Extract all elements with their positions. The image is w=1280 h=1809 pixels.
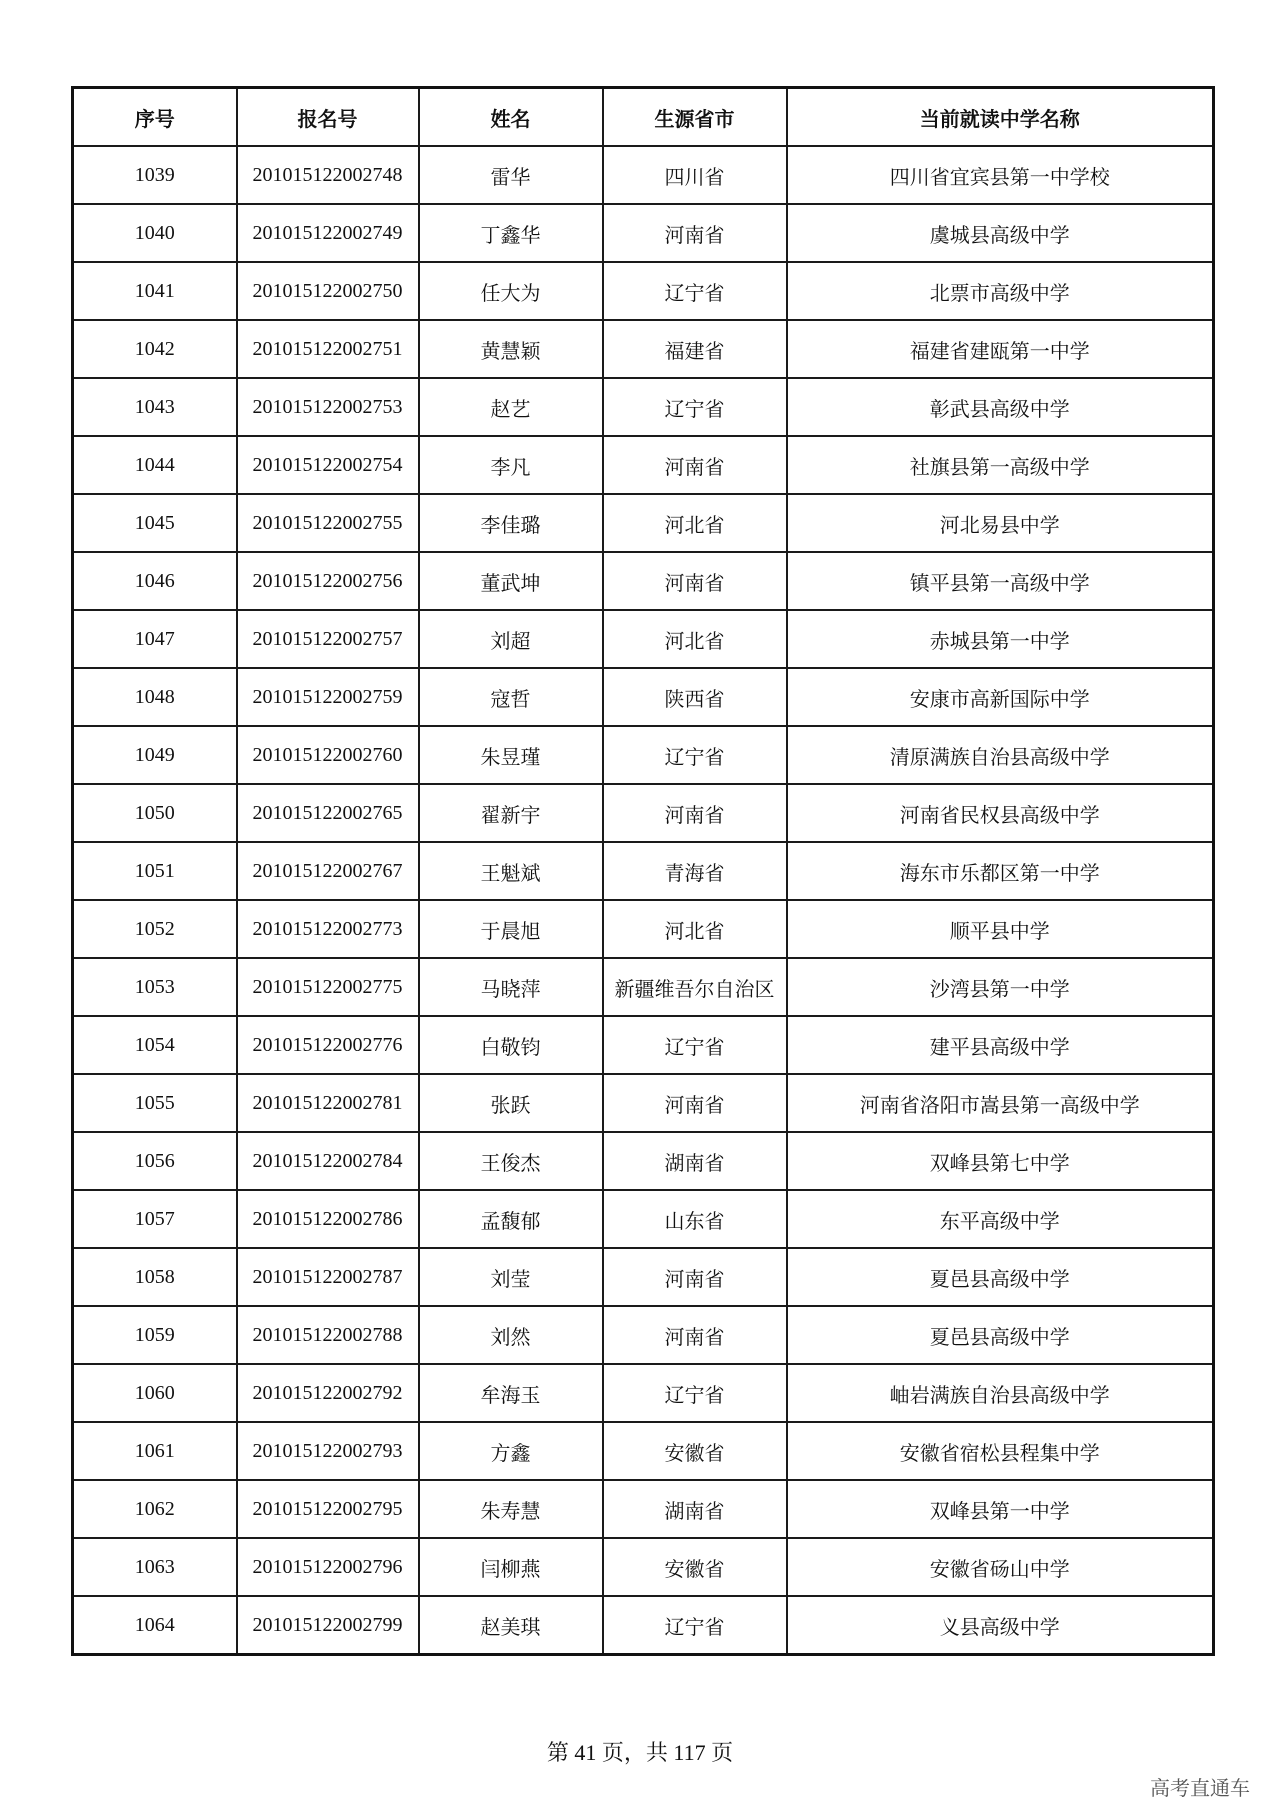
table-row (73, 784, 1214, 842)
cell-school: 海东市乐都区第一中学 (787, 842, 1214, 900)
table-row (73, 900, 1214, 958)
cell-name: 孟馥郁 (419, 1190, 603, 1248)
cell-province: 湖南省 (603, 1132, 787, 1190)
cell-school: 沙湾县第一中学 (787, 958, 1214, 1016)
cell-registration-number: 201015122002767 (237, 842, 419, 900)
cell-school: 岫岩满族自治县高级中学 (787, 1364, 1214, 1422)
cell-school: 河南省洛阳市嵩县第一高级中学 (787, 1074, 1214, 1132)
cell-index: 1061 (73, 1422, 237, 1480)
cell-province: 辽宁省 (603, 726, 787, 784)
cell-name: 丁鑫华 (419, 204, 603, 262)
cell-index: 1043 (73, 378, 237, 436)
cell-registration-number: 201015122002760 (237, 726, 419, 784)
cell-school: 安徽省砀山中学 (787, 1538, 1214, 1596)
cell-province: 河北省 (603, 900, 787, 958)
cell-registration-number: 201015122002784 (237, 1132, 419, 1190)
cell-name: 李凡 (419, 436, 603, 494)
cell-province: 辽宁省 (603, 1016, 787, 1074)
cell-province: 河南省 (603, 436, 787, 494)
table-row (73, 552, 1214, 610)
cell-school: 社旗县第一高级中学 (787, 436, 1214, 494)
cell-school: 双峰县第一中学 (787, 1480, 1214, 1538)
cell-name: 于晨旭 (419, 900, 603, 958)
cell-registration-number: 201015122002773 (237, 900, 419, 958)
table-row (73, 1016, 1214, 1074)
table-body (73, 146, 1214, 1655)
cell-school: 福建省建瓯第一中学 (787, 320, 1214, 378)
table-row (73, 842, 1214, 900)
cell-registration-number: 201015122002792 (237, 1364, 419, 1422)
cell-name: 白敬钧 (419, 1016, 603, 1074)
cell-province: 辽宁省 (603, 1364, 787, 1422)
cell-school: 夏邑县高级中学 (787, 1306, 1214, 1364)
table-row (73, 378, 1214, 436)
table-row (73, 436, 1214, 494)
cell-index: 1064 (73, 1596, 237, 1655)
cell-registration-number: 201015122002799 (237, 1596, 419, 1655)
cell-school: 夏邑县高级中学 (787, 1248, 1214, 1306)
cell-school: 双峰县第七中学 (787, 1132, 1214, 1190)
cell-school: 河南省民权县高级中学 (787, 784, 1214, 842)
table-row (73, 1132, 1214, 1190)
cell-name: 李佳璐 (419, 494, 603, 552)
cell-index: 1062 (73, 1480, 237, 1538)
cell-province: 河南省 (603, 1306, 787, 1364)
cell-index: 1058 (73, 1248, 237, 1306)
table-row (73, 146, 1214, 204)
table-row (73, 1596, 1214, 1655)
cell-index: 1045 (73, 494, 237, 552)
cell-registration-number: 201015122002756 (237, 552, 419, 610)
cell-index: 1048 (73, 668, 237, 726)
cell-index: 1039 (73, 146, 237, 204)
cell-name: 方鑫 (419, 1422, 603, 1480)
cell-province: 青海省 (603, 842, 787, 900)
cell-index: 1050 (73, 784, 237, 842)
cell-school: 镇平县第一高级中学 (787, 552, 1214, 610)
table-row (73, 1248, 1214, 1306)
cell-index: 1041 (73, 262, 237, 320)
cell-registration-number: 201015122002795 (237, 1480, 419, 1538)
cell-registration-number: 201015122002757 (237, 610, 419, 668)
cell-registration-number: 201015122002748 (237, 146, 419, 204)
table-row (73, 1364, 1214, 1422)
table-row (73, 204, 1214, 262)
cell-school: 赤城县第一中学 (787, 610, 1214, 668)
cell-registration-number: 201015122002765 (237, 784, 419, 842)
cell-name: 张跃 (419, 1074, 603, 1132)
header-province: 生源省市 (603, 88, 787, 147)
cell-school: 顺平县中学 (787, 900, 1214, 958)
cell-name: 王魁斌 (419, 842, 603, 900)
table-row (73, 958, 1214, 1016)
cell-name: 刘然 (419, 1306, 603, 1364)
table-row (73, 610, 1214, 668)
header-registration-number: 报名号 (237, 88, 419, 147)
cell-province: 河北省 (603, 610, 787, 668)
cell-registration-number: 201015122002759 (237, 668, 419, 726)
cell-registration-number: 201015122002793 (237, 1422, 419, 1480)
cell-province: 河南省 (603, 552, 787, 610)
cell-index: 1052 (73, 900, 237, 958)
cell-name: 马晓萍 (419, 958, 603, 1016)
table-row (73, 1422, 1214, 1480)
header-school: 当前就读中学名称 (787, 88, 1214, 147)
cell-school: 清原满族自治县高级中学 (787, 726, 1214, 784)
cell-index: 1042 (73, 320, 237, 378)
cell-school: 建平县高级中学 (787, 1016, 1214, 1074)
cell-name: 黄慧颖 (419, 320, 603, 378)
cell-province: 河南省 (603, 784, 787, 842)
cell-registration-number: 201015122002751 (237, 320, 419, 378)
cell-name: 董武坤 (419, 552, 603, 610)
header-index: 序号 (73, 88, 237, 147)
table-header-row (73, 88, 1214, 147)
cell-index: 1063 (73, 1538, 237, 1596)
cell-index: 1053 (73, 958, 237, 1016)
cell-school: 彰武县高级中学 (787, 378, 1214, 436)
cell-school: 河北易县中学 (787, 494, 1214, 552)
table-row (73, 320, 1214, 378)
cell-registration-number: 201015122002786 (237, 1190, 419, 1248)
cell-index: 1060 (73, 1364, 237, 1422)
cell-school: 北票市高级中学 (787, 262, 1214, 320)
cell-name: 寇哲 (419, 668, 603, 726)
cell-name: 王俊杰 (419, 1132, 603, 1190)
table-row (73, 1306, 1214, 1364)
cell-registration-number: 201015122002775 (237, 958, 419, 1016)
cell-index: 1046 (73, 552, 237, 610)
cell-index: 1056 (73, 1132, 237, 1190)
cell-index: 1047 (73, 610, 237, 668)
cell-name: 朱昱瑾 (419, 726, 603, 784)
cell-school: 四川省宜宾县第一中学校 (787, 146, 1214, 204)
cell-registration-number: 201015122002750 (237, 262, 419, 320)
cell-province: 新疆维吾尔自治区 (603, 958, 787, 1016)
cell-school: 安康市高新国际中学 (787, 668, 1214, 726)
cell-name: 赵美琪 (419, 1596, 603, 1655)
cell-province: 河南省 (603, 1248, 787, 1306)
cell-registration-number: 201015122002749 (237, 204, 419, 262)
cell-name: 朱寿慧 (419, 1480, 603, 1538)
cell-province: 安徽省 (603, 1422, 787, 1480)
cell-index: 1049 (73, 726, 237, 784)
cell-index: 1040 (73, 204, 237, 262)
cell-index: 1044 (73, 436, 237, 494)
cell-province: 山东省 (603, 1190, 787, 1248)
cell-index: 1059 (73, 1306, 237, 1364)
cell-name: 雷华 (419, 146, 603, 204)
cell-school: 义县高级中学 (787, 1596, 1214, 1655)
cell-registration-number: 201015122002788 (237, 1306, 419, 1364)
watermark: 高考直通车 (1150, 1776, 1250, 1800)
cell-school: 安徽省宿松县程集中学 (787, 1422, 1214, 1480)
cell-province: 辽宁省 (603, 378, 787, 436)
cell-province: 湖南省 (603, 1480, 787, 1538)
table-row (73, 1190, 1214, 1248)
cell-index: 1055 (73, 1074, 237, 1132)
cell-province: 安徽省 (603, 1538, 787, 1596)
cell-province: 河南省 (603, 204, 787, 262)
cell-province: 福建省 (603, 320, 787, 378)
cell-registration-number: 201015122002754 (237, 436, 419, 494)
cell-registration-number: 201015122002776 (237, 1016, 419, 1074)
table-row (73, 1538, 1214, 1596)
cell-name: 任大为 (419, 262, 603, 320)
cell-name: 刘莹 (419, 1248, 603, 1306)
table-row (73, 1480, 1214, 1538)
table-row (73, 1074, 1214, 1132)
table-row (73, 726, 1214, 784)
cell-name: 翟新宇 (419, 784, 603, 842)
table-row (73, 262, 1214, 320)
cell-name: 牟海玉 (419, 1364, 603, 1422)
cell-province: 辽宁省 (603, 262, 787, 320)
cell-school: 东平高级中学 (787, 1190, 1214, 1248)
cell-registration-number: 201015122002796 (237, 1538, 419, 1596)
cell-province: 陕西省 (603, 668, 787, 726)
cell-index: 1054 (73, 1016, 237, 1074)
cell-registration-number: 201015122002781 (237, 1074, 419, 1132)
cell-name: 闫柳燕 (419, 1538, 603, 1596)
page-number: 第 41 页，共 117 页 (546, 1740, 734, 1765)
cell-registration-number: 201015122002755 (237, 494, 419, 552)
roster-table (71, 86, 1215, 1656)
cell-name: 赵艺 (419, 378, 603, 436)
cell-registration-number: 201015122002787 (237, 1248, 419, 1306)
cell-index: 1051 (73, 842, 237, 900)
cell-registration-number: 201015122002753 (237, 378, 419, 436)
table-row (73, 494, 1214, 552)
table-row (73, 668, 1214, 726)
cell-province: 辽宁省 (603, 1596, 787, 1655)
cell-school: 虞城县高级中学 (787, 204, 1214, 262)
cell-province: 河北省 (603, 494, 787, 552)
cell-index: 1057 (73, 1190, 237, 1248)
cell-province: 四川省 (603, 146, 787, 204)
header-name: 姓名 (419, 88, 603, 147)
cell-name: 刘超 (419, 610, 603, 668)
cell-province: 河南省 (603, 1074, 787, 1132)
